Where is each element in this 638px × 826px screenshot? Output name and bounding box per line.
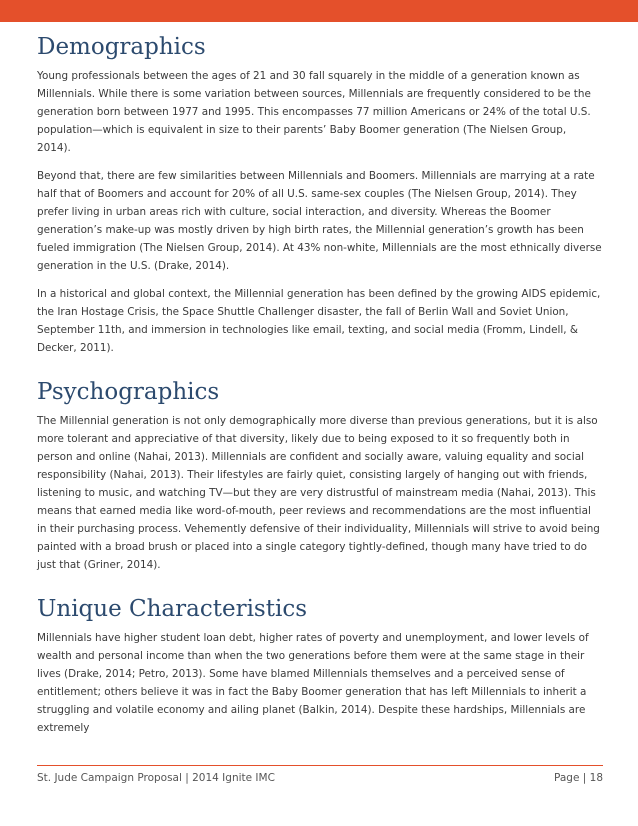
section-heading: Unique Characteristics: [37, 596, 308, 622]
paragraph: Young professionals between the ages of 21 and 30 fall squarely in the middle of a generation known as Millennials. While there is some variation between sources, Millennials are frequently considered to be the generation born between 1977 and 1995. This encompasses 77 million Americans or 24% of the total U.S. population—which is equivalent in size to their parents’ Baby Boomer generation (The Nielsen Group, 2014).: [37, 70, 591, 154]
footer-page-number: Page | 18: [554, 772, 603, 784]
page-content: [37, 30, 603, 747]
page-footer: [37, 772, 603, 784]
paragraph: Millennials have higher student loan debt, higher rates of poverty and unemployment, and lower levels of wealth and personal income than when the two generations before them were at the same stage in their lives (Drake, 2014; Petro, 2013). Some have blamed Millennials themselves and a perceived sense of entitlement; others believe it was in fact the Baby Boomer generation that has left Millennials to inherit a struggling and volatile economy and ailing planet (Balkin, 2014). Despite these hardships, Millennials are extremely: [37, 632, 589, 734]
section-unique-characteristics: [37, 592, 603, 737]
paragraph: The Millennial generation is not only demographically more diverse than previous generations, but it is also more tolerant and appreciative of that diversity, likely due to being exposed to it so frequently both in person and online (Nahai, 2013). Millennials are confident and socially aware, valuing equality and social responsibility (Nahai, 2013). Their lifestyles are fairly quiet, consisting largely of hanging out with friends, listening to music, and watching TV—but they are very distrustful of mainstream media (Nahai, 2013). This means that earned media like word-of-mouth, peer reviews and recommendations are the most influential in their purchasing process. Vehemently defensive of their individuality, Millennials will strive to avoid being painted with a broad brush or placed into a single category tightly-defined, though many have tried to do just that (Griner, 2014).: [37, 415, 600, 571]
paragraph: In a historical and global context, the Millennial generation has been defined by the growing AIDS epidemic, the Iran Hostage Crisis, the Space Shuttle Challenger disaster, the fall of Berlin Wall and Soviet Union, September 11th, and immersion in technologies like email, texting, and social media (Fromm, Lindell, & Decker, 2011).: [37, 288, 601, 354]
section-heading: Psychographics: [37, 379, 220, 405]
top-accent-bar: [0, 0, 638, 22]
paragraph: Beyond that, there are few similarities between Millennials and Boomers. Millennials are marrying at a rate half that of Boomers and account for 20% of all U.S. same-sex couples (The Nielsen Group, 2014). They prefer living in urban areas rich with culture, social interaction, and diversity. Whereas the Boomer generation’s make-up was mostly driven by high birth rates, the Millennial generation’s growth has been fueled immigration (The Nielsen Group, 2014). At 43% non-white, Millennials are the most ethnically diverse generation in the U.S. (Drake, 2014).: [37, 170, 602, 272]
section-psychographics: [37, 375, 603, 574]
section-demographics: [37, 30, 603, 357]
footer-document-title: St. Jude Campaign Proposal | 2014 Ignite IMC: [37, 772, 275, 784]
footer-divider: [37, 765, 603, 766]
section-heading: Demographics: [37, 34, 206, 60]
